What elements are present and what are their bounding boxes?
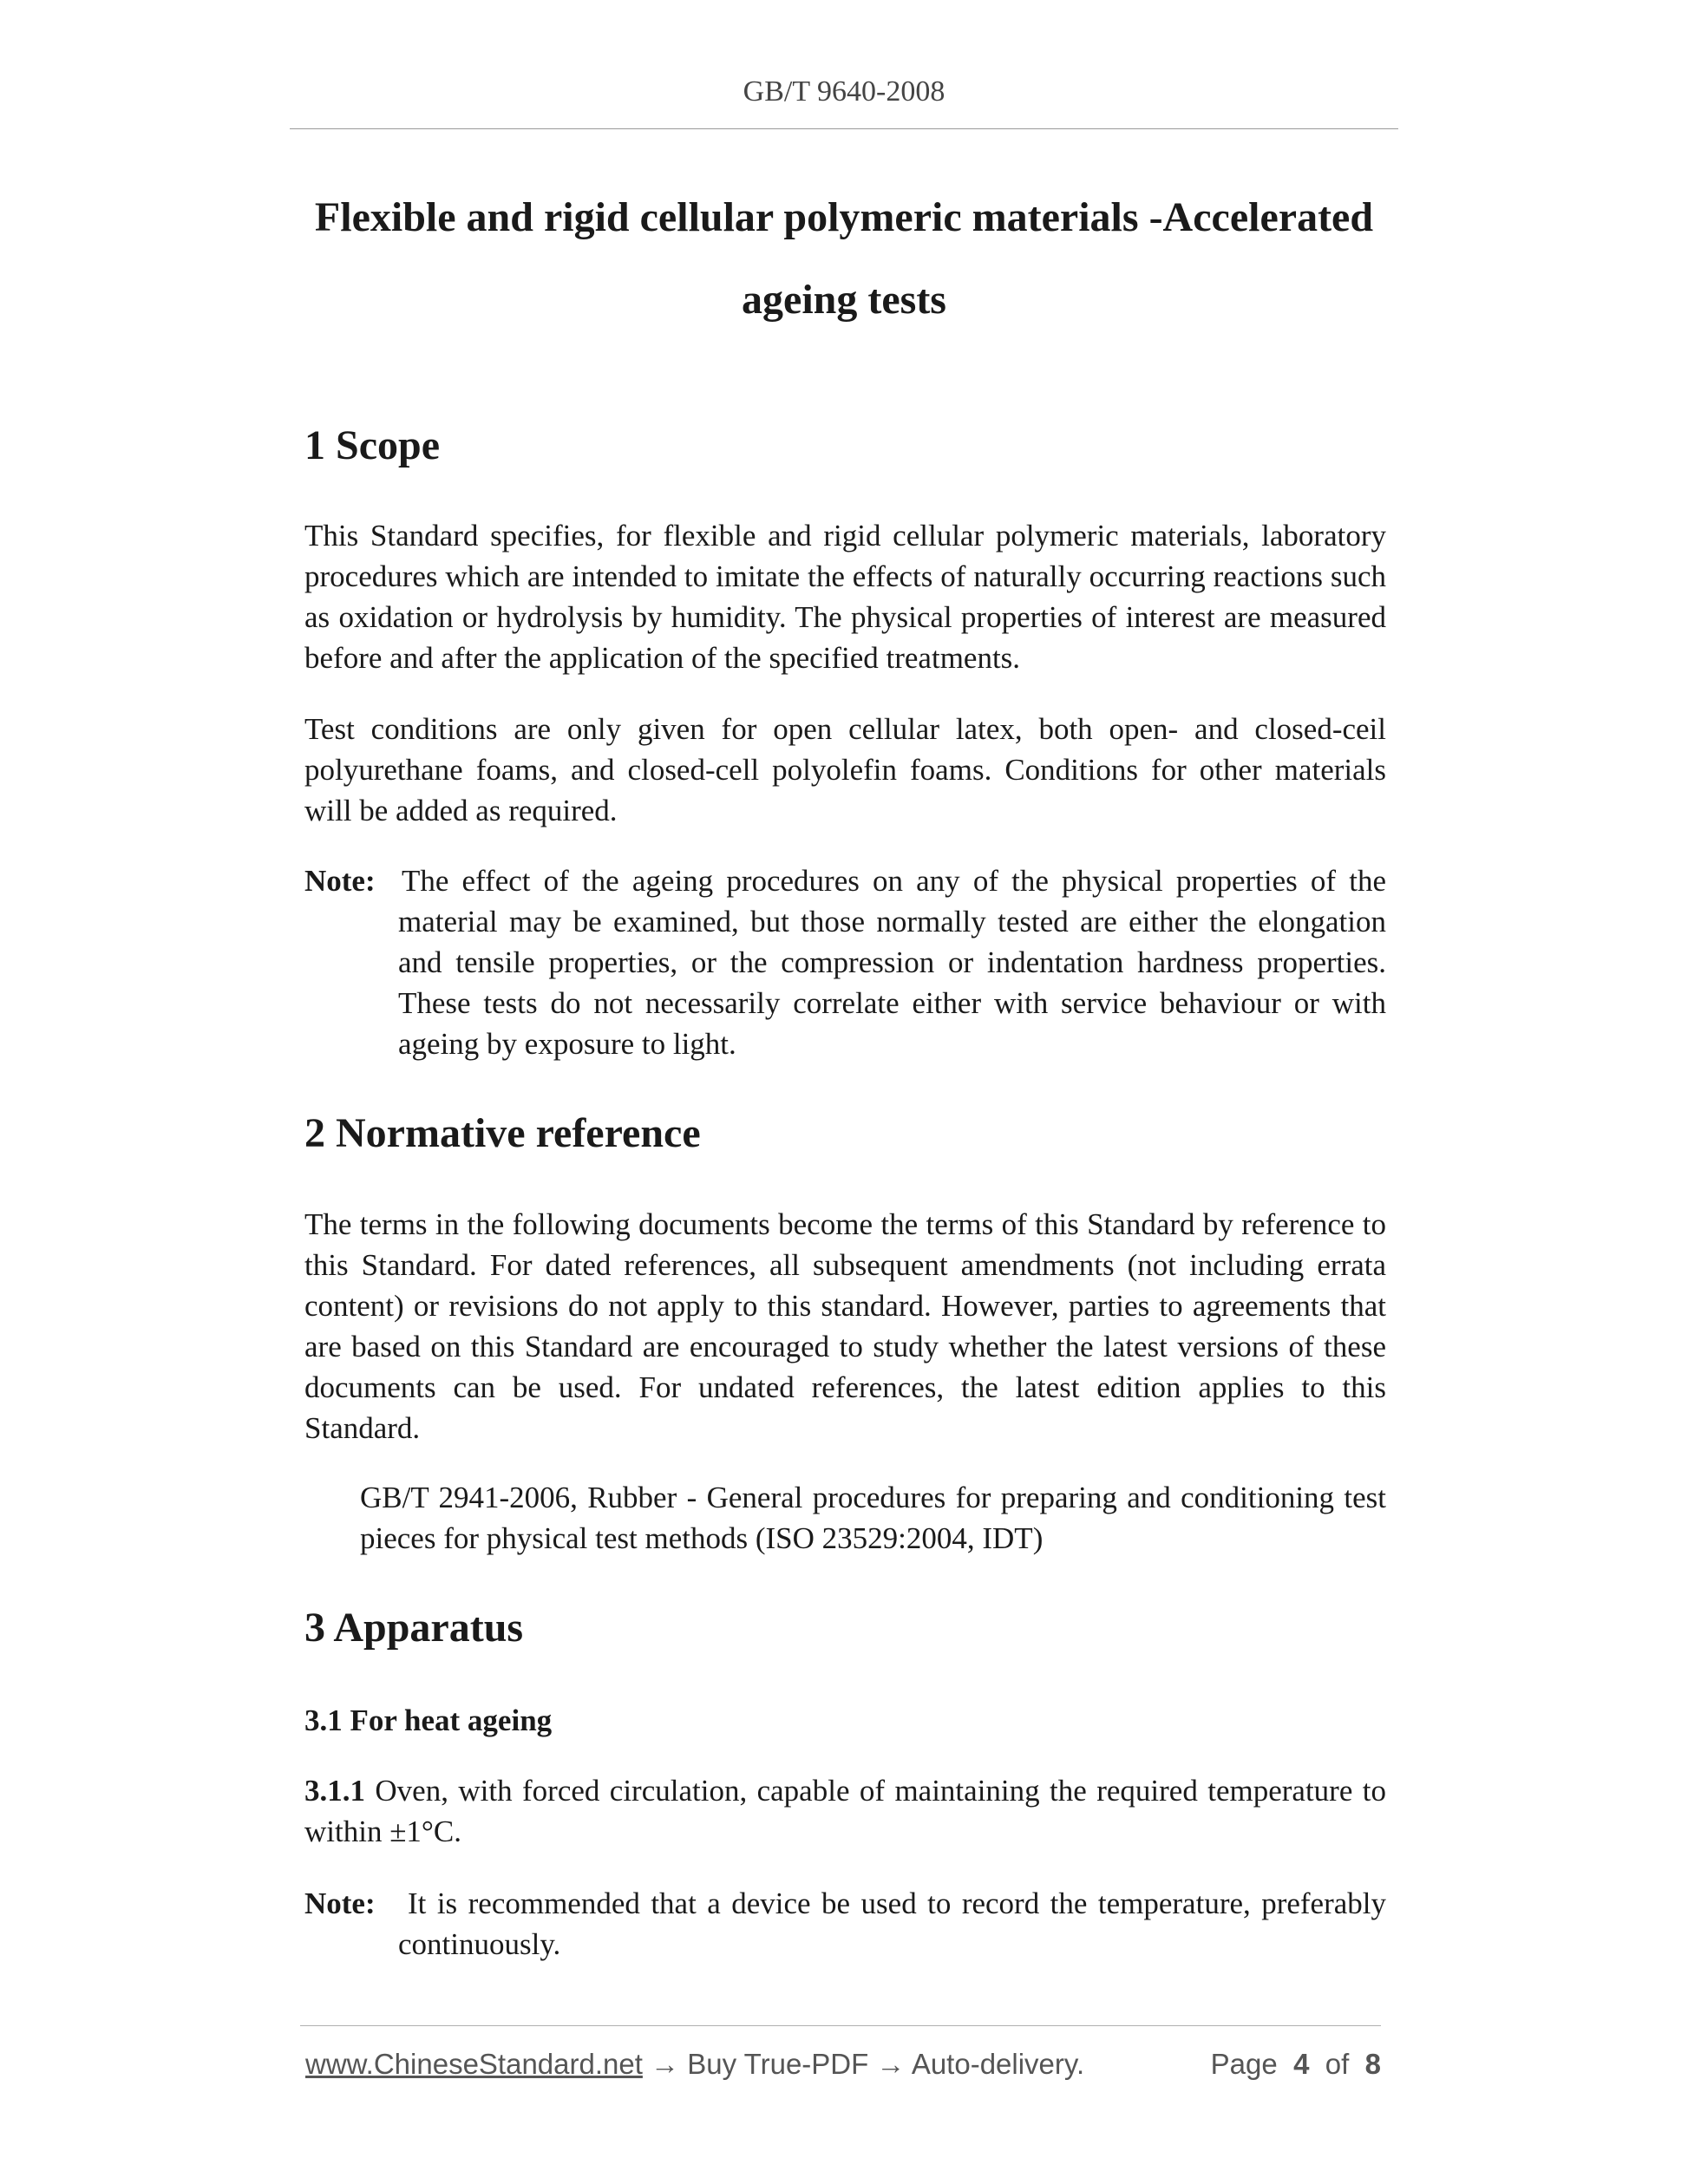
scope-paragraph-2: Test conditions are only given for open cellular latex, both open- and closed-ceil polyurethane foams, and closed-cell polyolefin foams. Conditions for other materials will be added as required. bbox=[304, 712, 1386, 827]
page-label: Page bbox=[1210, 2048, 1278, 2080]
page-of-label: of bbox=[1325, 2048, 1350, 2080]
website-link[interactable]: www.ChineseStandard.net bbox=[305, 2048, 643, 2080]
note-text: It is recommended that a device be used to record the temperature, preferably continuously. bbox=[398, 1886, 1387, 1961]
normative-reference-item: GB/T 2941-2006, Rubber - General procedures for preparing and conditioning test pieces for physical test methods (ISO 23529:2004, IDT) bbox=[360, 1481, 1386, 1555]
section-heading-scope: 1 Scope bbox=[304, 422, 440, 468]
section-heading-apparatus: 3 Apparatus bbox=[304, 1605, 524, 1651]
page-indicator bbox=[1211, 2045, 1381, 2083]
apparatus-item-3-1-1 bbox=[304, 1770, 1386, 1852]
header-divider bbox=[290, 128, 1398, 129]
page-footer bbox=[305, 2045, 1381, 2083]
footer-promo bbox=[305, 2045, 1084, 2083]
apparatus-note bbox=[304, 1883, 1386, 1965]
scope-paragraph-1: This Standard specifies, for flexible and rigid cellular polymeric materials, laboratory procedures which are intended to imitate the effects of naturally occurring reactions such as oxidation or hydrolysis by humidity. The physical properties of interest are measured before and after the application of the specified treatments. bbox=[304, 519, 1386, 675]
section-heading-normative-reference: 2 Normative reference bbox=[304, 1110, 701, 1156]
page-total: 8 bbox=[1364, 2048, 1381, 2080]
page-current: 4 bbox=[1293, 2048, 1310, 2080]
subsection-heading-heat-ageing: 3.1 For heat ageing bbox=[304, 1703, 553, 1737]
document-title: Flexible and rigid cellular polymeric materials -Accelerated ageing tests bbox=[314, 194, 1374, 323]
footer-promo-text: → Buy True-PDF → Auto-delivery. bbox=[642, 2048, 1085, 2080]
clause-text: Oven, with forced circulation, capable of maintaining the required temperature to within ±1°C. bbox=[304, 1774, 1386, 1848]
note-label: Note: bbox=[304, 864, 376, 898]
note-label: Note: bbox=[304, 1886, 376, 1920]
normative-paragraph: The terms in the following documents become the terms of this Standard by reference to this Standard. For dated references, all subsequent amendments (not including errata content) or revisions do not apply to this standard. However, parties to agreements that are based on this Standard are encouraged to study whether the latest versions of these documents can be used. For undated references, the latest edition applies to this Standard. bbox=[304, 1207, 1386, 1445]
clause-number: 3.1.1 bbox=[304, 1774, 365, 1808]
footer-divider bbox=[300, 2025, 1381, 2026]
scope-note bbox=[304, 860, 1386, 1064]
running-header: GB/T 9640-2008 bbox=[743, 75, 945, 108]
note-text: The effect of the ageing procedures on any of the physical properties of the material may be examined, but those normally tested are either the elongation and tensile properties, or the compression or indentation hardness properties. These tests do not necessarily correlate either with service behaviour or with ageing by exposure to light. bbox=[398, 864, 1387, 1061]
